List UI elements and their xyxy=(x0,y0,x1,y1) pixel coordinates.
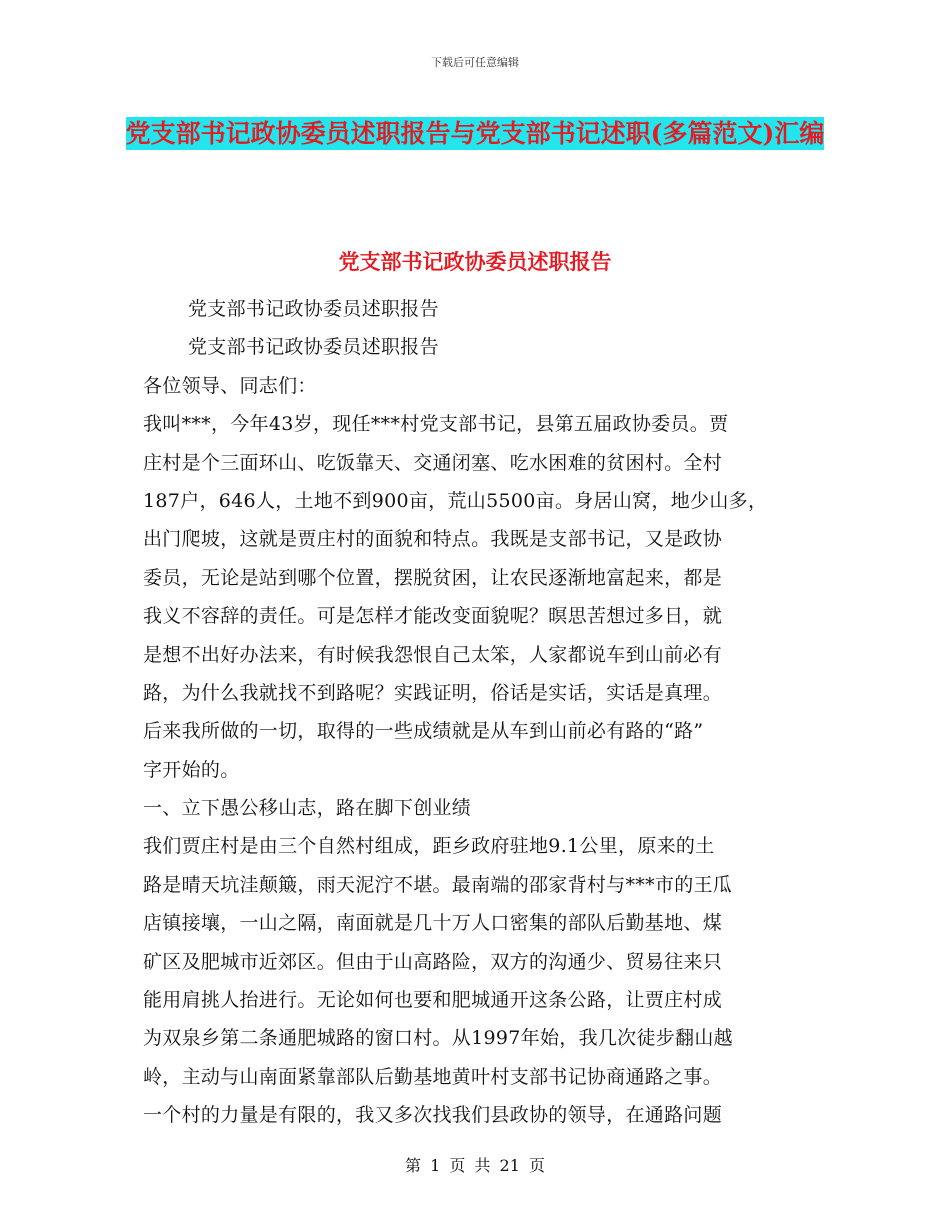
body-line: 一个村的力量是有限的，我又多次找我们县政协的领导，在通路问题 xyxy=(143,1104,723,1127)
body-line: 后来我所做的一切，取得的一些成绩就是从车到山前必有路的“路” xyxy=(143,720,704,743)
body-line: 店镇接壤，一山之隔，南面就是几十万人口密集的部队后勤基地、煤 xyxy=(143,912,723,935)
body-line: 路，为什么我就找不到路呢？实践证明，俗话是实话，实话是真理。 xyxy=(143,681,723,704)
body-line: 我叫***，今年43岁，现任***村党支部书记，县第五届政协委员。贾 xyxy=(143,413,729,436)
document-title-text: 党支部书记政协委员述职报告与党支部书记述职(多篇范文)汇编 xyxy=(125,119,825,148)
section-title: 党支部书记政协委员述职报告 xyxy=(338,249,612,274)
body-line: 岭，主动与山南面紧靠部队后勤基地黄叶村支部书记协商通路之事。 xyxy=(143,1065,723,1088)
body-line: 187户，646人，土地不到900亩，荒山5500亩。身居山窝，地少山多， xyxy=(143,489,768,512)
body-line: 庄村是个三面环山、吃饭靠天、交通闭塞、吃水困难的贫困村。全村 xyxy=(143,451,723,474)
body-line: 矿区及肥城市近郊区。但由于山高路险，双方的沟通少、贸易往来只 xyxy=(143,950,723,973)
section-heading: 一、立下愚公移山志，路在脚下创业绩 xyxy=(143,797,472,820)
body-line: 为双泉乡第二条通肥城路的窗口村。从1997年始，我几次徒步翻山越 xyxy=(143,1027,733,1050)
body-line: 是想不出好办法来，有时候我怨恨自己太笨，人家都说车到山前必有 xyxy=(143,643,723,666)
body-line: 路是晴天坑洼颠簸，雨天泥泞不堪。最南端的邵家背村与***市的王瓜 xyxy=(143,873,733,896)
body-line: 我义不容辞的责任。可是怎样才能改变面貌呢？暝思苦想过多日，就 xyxy=(143,605,723,628)
header-note: 下载后可任意编辑 xyxy=(431,56,519,69)
salutation: 各位领导、同志们： xyxy=(143,374,317,397)
document-title xyxy=(120,108,830,160)
body-line: 能用肩挑人抬进行。无论如何也要和肥城通开这条公路，让贾庄村成 xyxy=(143,989,723,1012)
body-line: 出门爬坡，这就是贾庄村的面貌和特点。我既是支部书记，又是政协 xyxy=(143,528,723,551)
body-line: 我们贾庄村是由三个自然村组成，距乡政府驻地9.1公里，原来的土 xyxy=(143,835,715,858)
body-line: 委员，无论是站到哪个位置，摆脱贫困，让农民逐渐地富起来，都是 xyxy=(143,566,723,589)
body-line: 字开始的。 xyxy=(143,758,240,781)
page-footer: 第 1 页 共 21 页 xyxy=(405,1156,545,1175)
subtitle-line: 党支部书记政协委员述职报告 xyxy=(188,298,439,320)
body-text xyxy=(143,290,823,1135)
subtitle-line: 党支部书记政协委员述职报告 xyxy=(188,336,439,359)
